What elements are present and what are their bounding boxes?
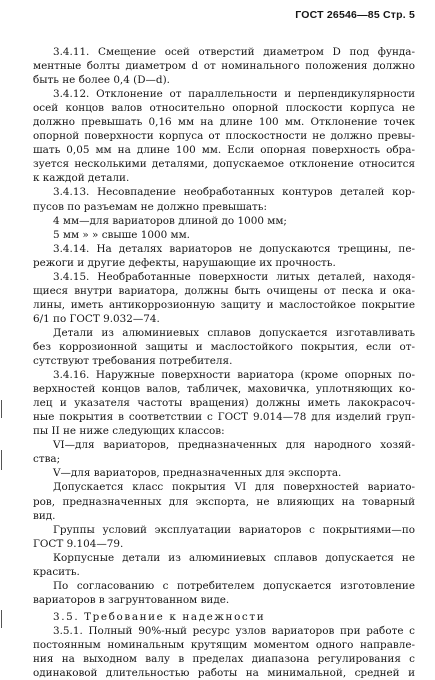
text-line: лины, иметь антикоррозионную защиту и маслостойкое покрытие	[33, 298, 415, 311]
page-header: ГОСТ 26546—85 Стр. 5	[295, 9, 415, 21]
text-line: верхностей концов валов, табличек, маховичка, уплотняющих ко-	[33, 383, 415, 396]
text-line: шать 0,05 мм на длине 100 мм. Если опорная поверхность обра-	[33, 144, 415, 157]
text-line: лец и указателя частоты вращения) должны иметь лакокрасоч-	[33, 397, 415, 410]
text-line: 3.5.1. Полный 90%-ный ресурс узлов вариаторов при работе с	[53, 624, 415, 637]
text-line: 4 мм—для вариаторов длиной до 1000 мм;	[53, 214, 287, 227]
text-line: зуется несколькими деталями, допускаемое отклонение относится	[33, 158, 415, 171]
text-line: 3.4.13. Несовпадение необработанных контуров деталей кор-	[53, 186, 415, 199]
text-line: постоянным номинальным крутящим моментом одного направле-	[33, 638, 415, 651]
margin-mark	[1, 400, 2, 418]
section-heading: 3.5. Требование к надежности	[53, 610, 266, 623]
text-line: пусов по разъемам не должно превышать:	[33, 200, 267, 213]
text-line: VI—для вариаторов, предназначенных для народного хозяй-	[53, 439, 415, 452]
text-line: ные покрытия в соответствии с ГОСТ 9.014—78 для изделий груп-	[33, 411, 415, 424]
text-line: 5 мм » » свыше 1000 мм.	[53, 228, 190, 241]
text-line: одинаковой длительностью работы на минимальной, средней и	[33, 667, 415, 680]
text-line: ГОСТ 9.104—79.	[33, 537, 124, 550]
text-line: вид.	[33, 509, 56, 522]
text-line: По согласованию с потребителем допускается изготовление	[53, 579, 415, 592]
margin-mark	[1, 450, 2, 470]
text-line: 3.4.11. Смещение осей отверстий диаметром D под фунда-	[53, 46, 415, 58]
text-line: пы II не ниже следующих классов:	[33, 425, 225, 438]
document-body	[33, 45, 415, 680]
text-line: 6/1 по ГОСТ 9.032—74.	[33, 312, 160, 325]
text-line: вариаторов в загрунтованном виде.	[33, 593, 230, 606]
text-line: без коррозионной защиты и маслостойкого покрытия, если от-	[33, 340, 415, 353]
text-line: быть не более 0,4 (D—d).	[33, 74, 170, 87]
text-line: красить.	[33, 565, 80, 578]
text-line: щиеся внутри вариатора, должны быть очищены от песка и ока-	[33, 284, 415, 297]
text-line: V—для вариаторов, предназначенных для экспорта.	[53, 467, 342, 480]
text-line: 3.4.16. Наружные поверхности вариатора (кроме опорных по-	[53, 369, 415, 382]
text-line: ментные болты диаметром d от номинального положения должно	[33, 60, 415, 73]
text-line: опорной поверхности корпуса от плоскостности не должно превы-	[33, 130, 415, 143]
text-line: ров, предназначенных для экспорта, не влияющих на товарный	[33, 495, 415, 508]
text-line: Корпусные детали из алюминиевых сплавов допускается не	[53, 551, 415, 564]
text-line: ства;	[33, 453, 61, 466]
text-line: 3.4.14. На деталях вариаторов не допускаются трещины, пе-	[53, 242, 415, 255]
text-line: сутствуют требования потребителя.	[33, 355, 233, 368]
text-line: к каждой детали.	[33, 172, 130, 185]
text-line: 3.4.12. Отклонение от параллельности и перпендикулярности	[53, 88, 415, 101]
text-line: Детали из алюминиевых сплавов допускается изготавливать	[53, 326, 415, 339]
text-line: ния на выходном валу в пределах диапазона регулирования с	[33, 653, 415, 666]
text-line: Допускается класс покрытия VI для поверхностей вариато-	[53, 481, 415, 494]
text-line: режоги и другие дефекты, нарушающие их прочность.	[33, 256, 336, 269]
text-line: должно превышать 0,16 мм на длине 100 мм. Отклонение точек	[33, 116, 415, 129]
text-line: осей концов валов относительно опорной плоскости корпуса не	[33, 102, 415, 115]
text-line: Группы условий эксплуатации вариаторов с покрытиями—по	[53, 523, 415, 536]
margin-mark	[1, 610, 2, 628]
text-line: 3.4.15. Необработанные поверхности литых деталей, находя-	[53, 270, 415, 283]
